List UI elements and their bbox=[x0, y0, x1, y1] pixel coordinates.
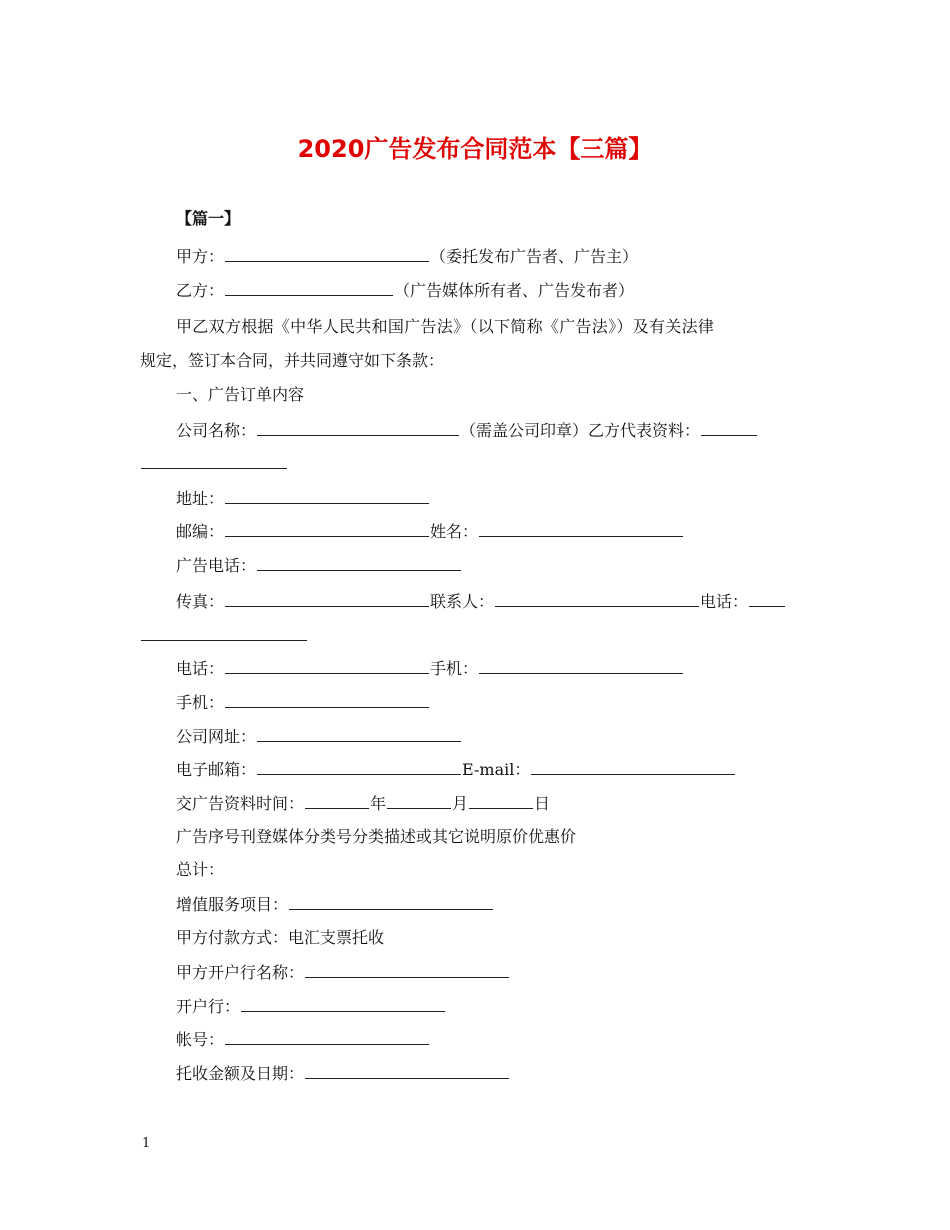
mobile2-blank[interactable] bbox=[225, 691, 429, 708]
ad-phone-blank[interactable] bbox=[257, 554, 461, 571]
month-label: 月 bbox=[452, 794, 469, 813]
fax-blank[interactable] bbox=[225, 590, 429, 607]
phone2-label: 电话： bbox=[176, 659, 225, 678]
postcode-blank[interactable] bbox=[225, 520, 429, 537]
company-line bbox=[176, 419, 758, 442]
website-line bbox=[176, 725, 462, 748]
month-blank[interactable] bbox=[387, 792, 451, 809]
bank-label: 开户行： bbox=[176, 997, 241, 1016]
email-en-label: E-mail： bbox=[462, 760, 531, 779]
email-en-blank[interactable] bbox=[531, 758, 735, 775]
party-a-line bbox=[176, 245, 638, 268]
contact-blank[interactable] bbox=[495, 590, 699, 607]
company-label: 公司名称： bbox=[176, 421, 257, 440]
phone-blank-cont[interactable] bbox=[141, 624, 307, 641]
collection-blank[interactable] bbox=[305, 1062, 509, 1079]
phone-label: 电话： bbox=[700, 592, 749, 611]
table-header-line: 广告序号刊登媒体分类号分类描述或其它说明原价优惠价 bbox=[176, 827, 577, 846]
fax-label: 传真： bbox=[176, 592, 225, 611]
value-added-label: 增值服务项目： bbox=[176, 895, 289, 914]
value-added-line bbox=[176, 893, 494, 916]
year-label: 年 bbox=[370, 794, 387, 813]
bank-name-line bbox=[176, 961, 510, 984]
name-label: 姓名： bbox=[430, 522, 479, 541]
phone-continued bbox=[140, 624, 308, 647]
bank-name-label: 甲方开户行名称： bbox=[176, 963, 305, 982]
year-blank[interactable] bbox=[305, 792, 369, 809]
phone-blank[interactable] bbox=[749, 590, 785, 607]
collection-label: 托收金额及日期： bbox=[176, 1064, 305, 1083]
clause-1-heading: 一、广告订单内容 bbox=[176, 385, 305, 404]
account-label: 帐号： bbox=[176, 1030, 225, 1049]
website-label: 公司网址： bbox=[176, 727, 257, 746]
value-added-blank[interactable] bbox=[289, 893, 493, 910]
account-blank[interactable] bbox=[225, 1028, 429, 1045]
contact-label: 联系人： bbox=[430, 592, 495, 611]
mobile2-line bbox=[176, 691, 430, 714]
address-blank[interactable] bbox=[225, 487, 429, 504]
party-b-note: （广告媒体所有者、广告发布者） bbox=[394, 281, 635, 300]
party-a-blank[interactable] bbox=[225, 245, 429, 262]
ad-phone-line bbox=[176, 554, 462, 577]
phone-mobile-line bbox=[176, 657, 684, 680]
submit-time-label: 交广告资料时间： bbox=[176, 794, 305, 813]
ad-phone-label: 广告电话： bbox=[176, 556, 257, 575]
mobile-label: 手机： bbox=[430, 659, 479, 678]
collection-line bbox=[176, 1062, 510, 1085]
postcode-label: 邮编： bbox=[176, 522, 225, 541]
intro-line-1: 甲乙双方根据《中华人民共和国广告法》（以下简称《广告法》）及有关法律 bbox=[176, 317, 715, 336]
rep-info-continued bbox=[140, 452, 288, 475]
document-title: 2020广告发布合同范本【三篇】 bbox=[297, 135, 653, 163]
fax-contact-line bbox=[176, 590, 786, 613]
mobile2-label: 手机： bbox=[176, 693, 225, 712]
rep-info-blank-cont[interactable] bbox=[141, 452, 287, 469]
party-b-line bbox=[176, 279, 634, 302]
bank-blank[interactable] bbox=[241, 995, 445, 1012]
account-line bbox=[176, 1028, 430, 1051]
email-line bbox=[176, 758, 736, 781]
payment-method-line: 甲方付款方式：电汇支票托收 bbox=[176, 928, 385, 947]
day-label: 日 bbox=[534, 794, 551, 813]
total-line: 总计： bbox=[176, 860, 225, 879]
company-note: （需盖公司印章）乙方代表资料： bbox=[460, 421, 701, 440]
address-label: 地址： bbox=[176, 489, 225, 508]
day-blank[interactable] bbox=[469, 792, 533, 809]
phone2-blank[interactable] bbox=[225, 657, 429, 674]
party-a-note: （委托发布广告者、广告主） bbox=[430, 247, 639, 266]
mobile-blank[interactable] bbox=[479, 657, 683, 674]
party-b-blank[interactable] bbox=[225, 279, 393, 296]
email-blank[interactable] bbox=[257, 758, 461, 775]
page-number: 1 bbox=[142, 1136, 151, 1151]
intro-line-2: 规定，签订本合同，并共同遵守如下条款： bbox=[140, 351, 445, 370]
company-blank[interactable] bbox=[257, 419, 459, 436]
postcode-name-line bbox=[176, 520, 684, 543]
address-line bbox=[176, 487, 430, 510]
submit-time-line bbox=[176, 792, 550, 815]
name-blank[interactable] bbox=[479, 520, 683, 537]
bank-name-blank[interactable] bbox=[305, 961, 509, 978]
email-label: 电子邮箱： bbox=[176, 760, 257, 779]
party-a-label: 甲方： bbox=[176, 247, 225, 266]
website-blank[interactable] bbox=[257, 725, 461, 742]
party-b-label: 乙方： bbox=[176, 281, 225, 300]
bank-line bbox=[176, 995, 446, 1018]
section-heading: 【篇一】 bbox=[176, 209, 241, 228]
rep-info-blank[interactable] bbox=[701, 419, 757, 436]
